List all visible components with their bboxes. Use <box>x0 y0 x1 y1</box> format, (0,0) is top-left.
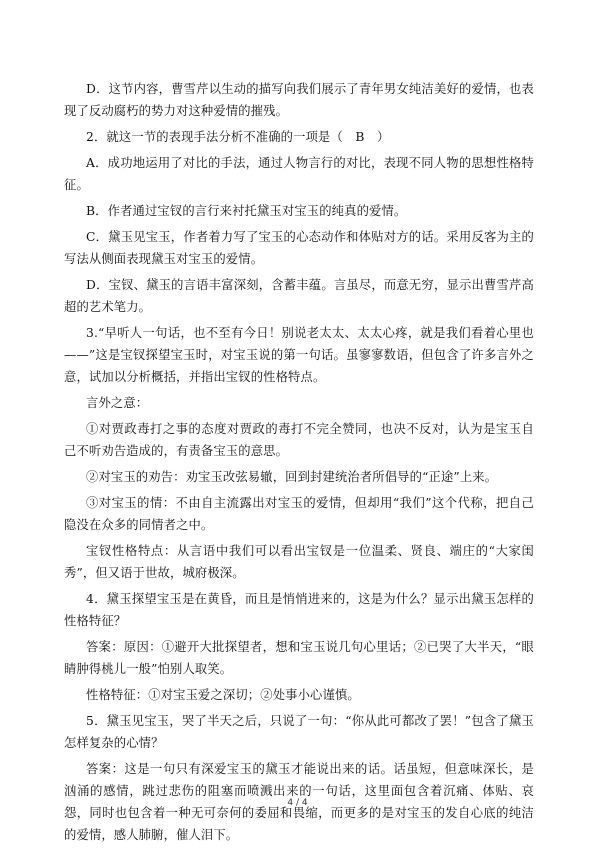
question-3: 3.“早听人一句话，也不至有今日！别说老太太、太太心疼，就是我们看着心里也——”这是宝钗探望宝玉时，对宝玉说的第一句话。虽寥寥数语，但包含了许多言外之意，试加以分析概括，并指出宝钗的性格特点。 <box>64 326 534 384</box>
implication-1: ①对贾政毒打之事的态度对贾政的毒打不完全赞同，也决不反对，认为是宝玉自己不听劝告造成的，有责备宝玉的意思。 <box>64 422 534 458</box>
answer-4-character: 性格特征：①对宝玉爱之深切；②处事小心谨慎。 <box>86 688 360 702</box>
option-a-q2: A．成功地运用了对比的手法，通过人物言行的对比，表现不同人物的思想性格特征。 <box>64 156 534 192</box>
answer-4-reasons: 答案：原因：①避开大批探望者，想和宝玉说几句心里话；②已哭了大半天，“眼睛肿得桃儿一般”怕别人取笑。 <box>64 640 534 676</box>
implication-3: ③对宝玉的情：不由自主流露出对宝玉的爱情，但却用“我们”这个代称，把自己隐没在众多的同情者之中。 <box>64 496 534 532</box>
option-c-q2: C．黛玉见宝玉，作者着力写了宝玉的心态动作和体贴对方的话。采用反客为主的写法从侧面表现黛玉对宝玉的爱情。 <box>64 230 534 266</box>
question-4: 4．黛玉探望宝玉是在黄昏，而且是悄悄进来的，这是为什么？显示出黛玉怎样的性格特征？ <box>64 592 534 628</box>
question-2: 2．就这一节的表现手法分析不准确的一项是（ B ） <box>86 130 390 144</box>
question-5: 5．黛玉见宝玉，哭了半天之后，只说了一句：“你从此可都改了罢！”包含了黛玉怎样复杂的心情？ <box>64 714 534 750</box>
page-body <box>64 78 534 850</box>
page-number: 4 / 4 <box>287 798 308 808</box>
implication-2: ②对宝玉的劝告：劝宝玉改弦易辙，回到封建统治者所倡导的“正途”上来。 <box>86 470 498 484</box>
option-d-q2: D．宝钗、黛玉的言语丰富深刻，含蓄丰蕴。言虽尽，而意无穷，显示出曹雪芹高超的艺术笔力。 <box>64 278 534 314</box>
answer-option-d-q1: D．这节内容，曹雪芹以生动的描写向我们展示了青年男女纯洁美好的爱情，也表现了反动腐朽的势力对这种爱情的摧残。 <box>64 82 534 118</box>
answer-5: 答案：这是一句只有深爱宝玉的黛玉才能说出来的话。话虽短，但意味深长，是汹涌的感情，跳过悲伤的阻塞而喷溅出来的一句话，这里面包含着沉痛、体贴、哀怨，同时也包含着一种无可奈何的委屈和畏缩，而更多的是对宝玉的发自心底的纯洁的爱情，感人肺腑，催人泪下。 <box>64 762 534 842</box>
baochai-character: 宝钗性格特点：从言语中我们可以看出宝钗是一位温柔、贤良、端庄的“大家闺秀”，但又语于世故，城府极深。 <box>64 544 534 580</box>
option-b-q2: B．作者通过宝钗的言行来衬托黛玉对宝玉的纯真的爱情。 <box>86 204 407 218</box>
implication-heading: 言外之意： <box>86 396 149 410</box>
